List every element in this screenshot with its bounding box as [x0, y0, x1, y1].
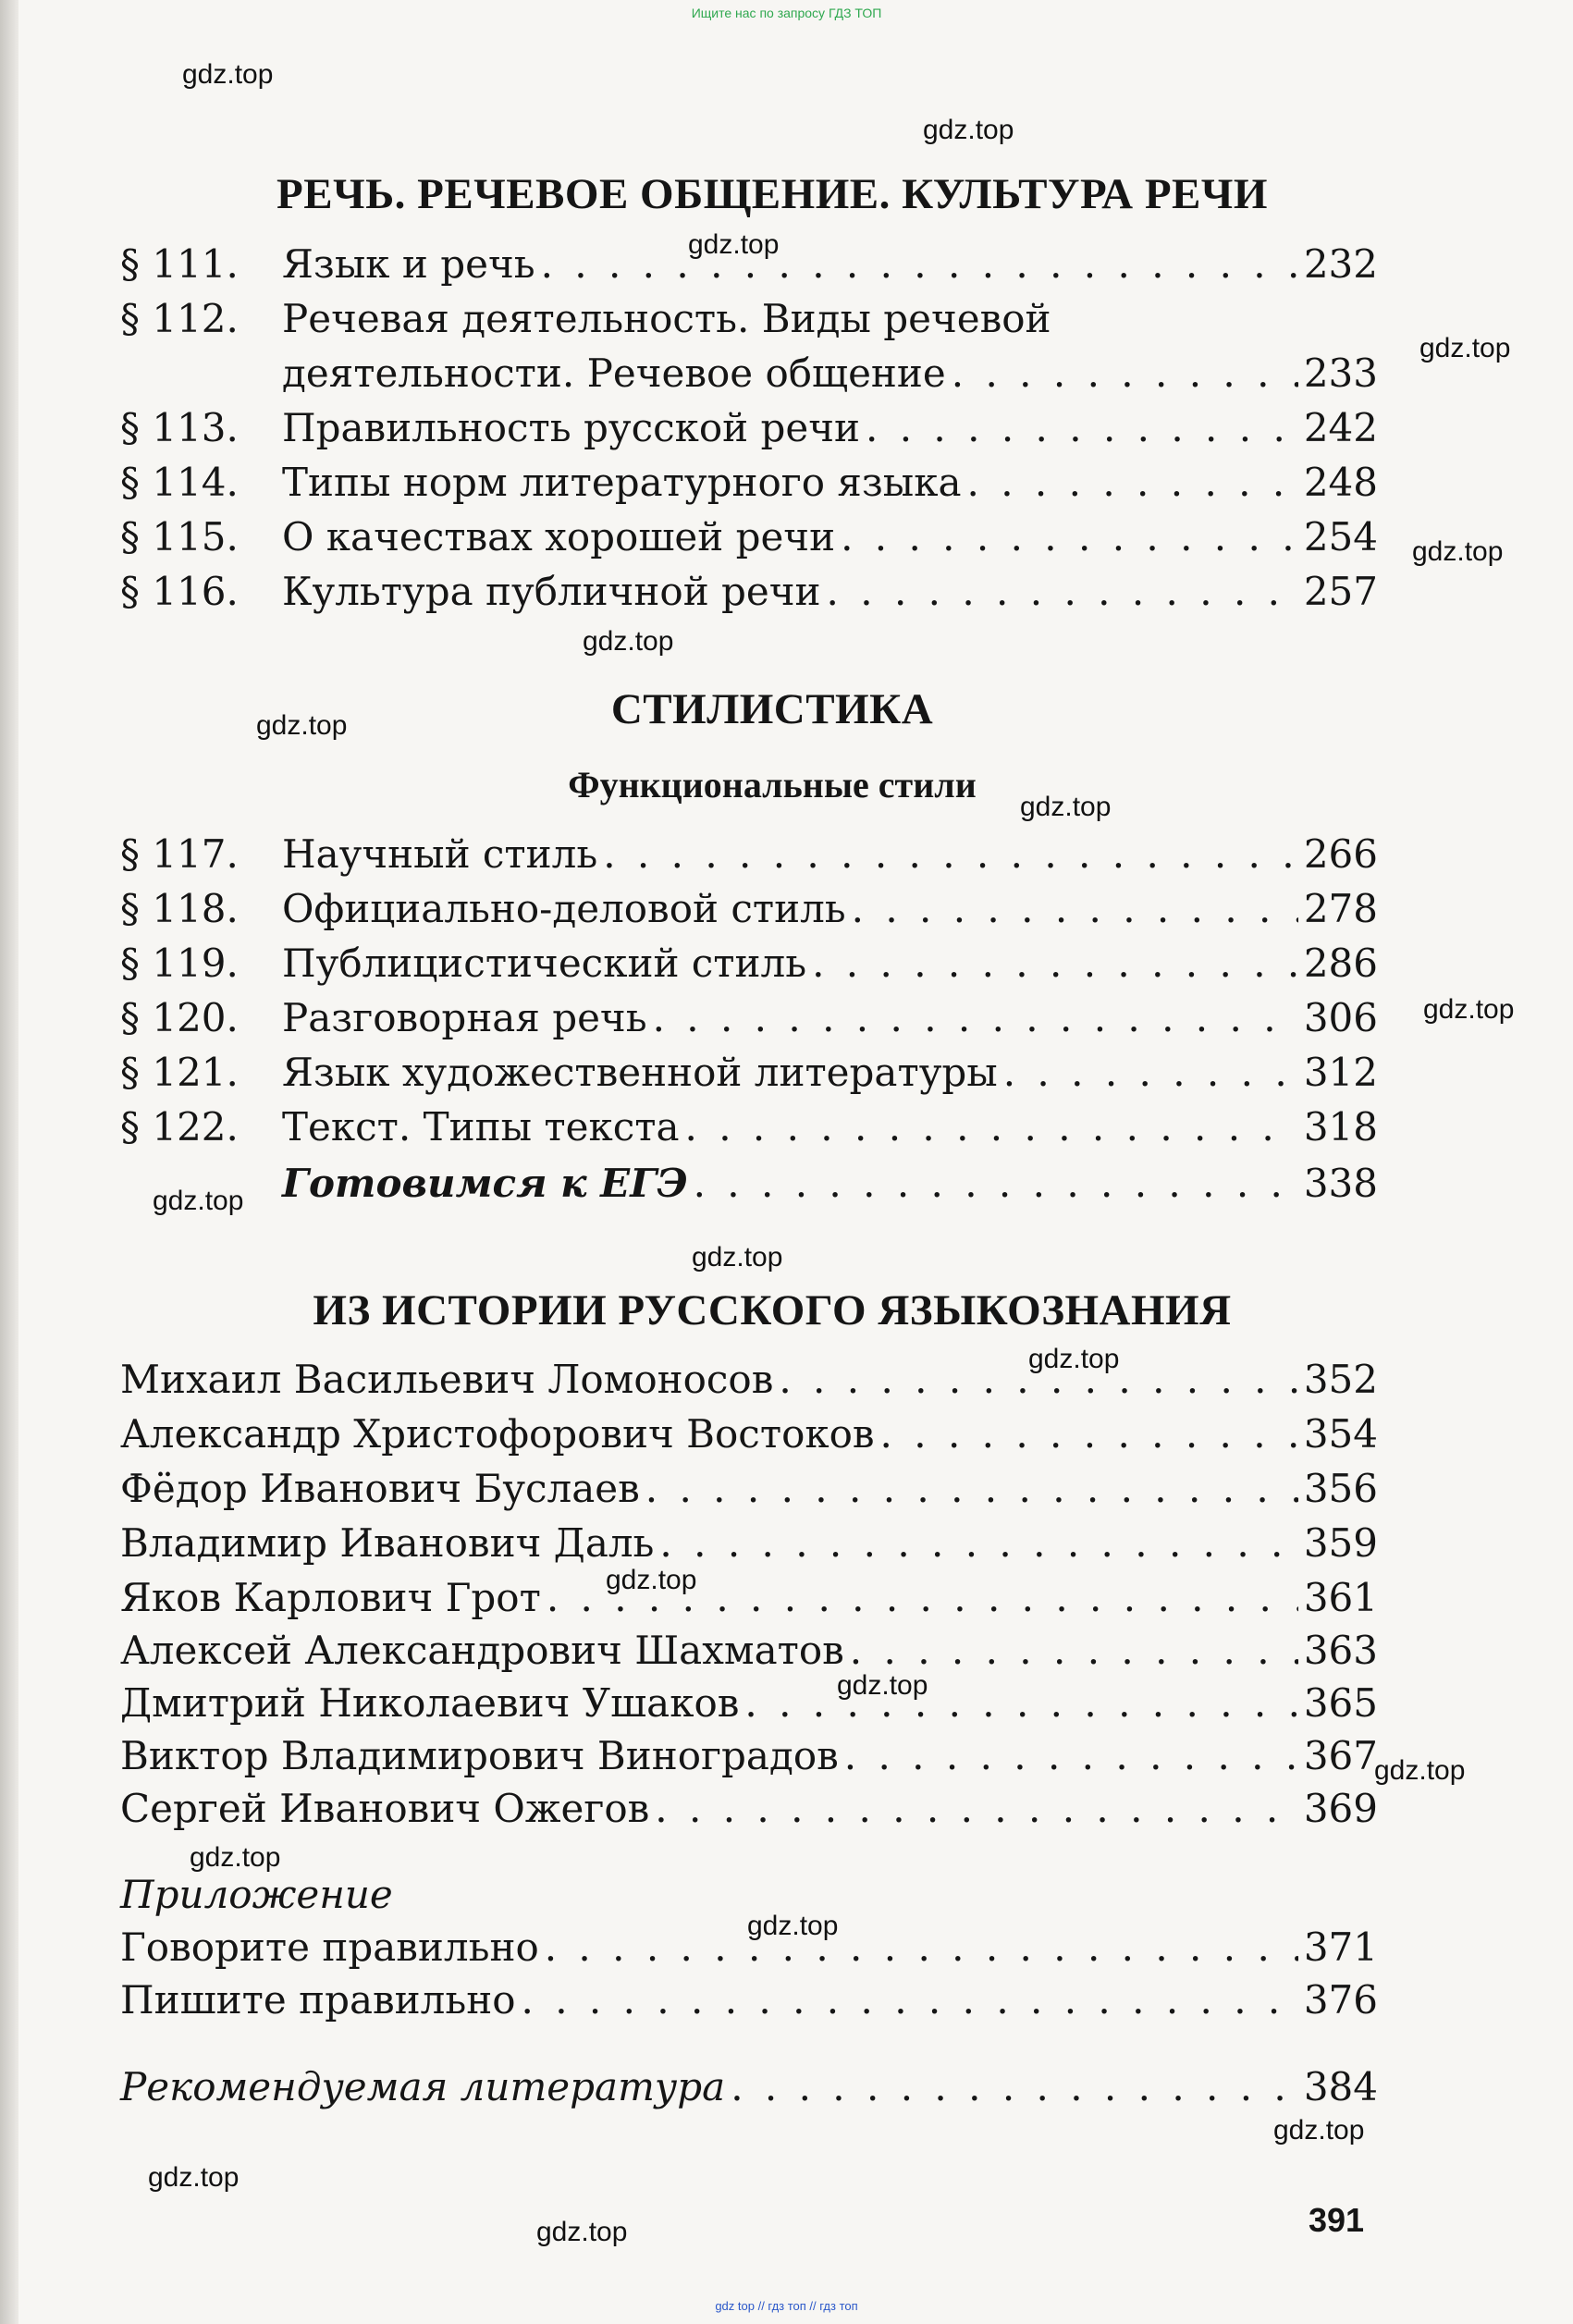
toc-title: Александр Христофорович Востоков — [120, 1411, 875, 1457]
watermark: gdz.top — [1374, 1755, 1466, 1786]
toc-title: Дмитрий Николаевич Ушаков — [120, 1680, 740, 1726]
toc-paragraph-number: § 122. — [120, 1104, 239, 1150]
toc-title: Официально-деловой стиль — [282, 886, 846, 931]
toc-title: Речевая деятельность. Виды речевой — [282, 296, 1051, 341]
toc-leader-dots — [850, 1626, 1298, 1676]
toc-row[interactable] — [120, 1409, 1378, 1459]
toc-paragraph-number: § 116. — [120, 569, 239, 614]
toc-page-number: 286 — [1303, 941, 1378, 986]
watermark: gdz.top — [692, 1242, 783, 1273]
toc-title: Владимир Иванович Даль — [120, 1520, 655, 1566]
toc-page-number: 338 — [1303, 1161, 1378, 1206]
toc-title: Язык и речь — [282, 241, 535, 287]
toc-title: Виктор Владимирович Виноградов — [120, 1733, 839, 1778]
toc-leader-dots — [653, 993, 1298, 1043]
toc-page-number: 356 — [1303, 1466, 1378, 1511]
toc-title: Текст. Типы текста — [282, 1104, 680, 1150]
toc-leader-dots — [694, 1159, 1298, 1209]
toc-row[interactable] — [120, 1731, 1378, 1781]
toc-row[interactable] — [120, 1048, 1378, 1098]
toc-title: Публицистический стиль — [282, 941, 807, 986]
toc-page-number: 242 — [1303, 405, 1378, 450]
toc-paragraph-number: § 112. — [120, 296, 239, 341]
toc-paragraph-number: § 119. — [120, 941, 239, 986]
watermark: gdz.top — [190, 1842, 281, 1873]
toc-row[interactable] — [120, 1678, 1378, 1728]
page-edge — [0, 0, 18, 2324]
toc-title-continuation: деятельности. Речевое общение — [282, 350, 946, 396]
watermark: gdz.top — [747, 1911, 839, 1941]
toc-page-number: 369 — [1303, 1786, 1378, 1831]
toc-paragraph-number: § 115. — [120, 514, 239, 559]
toc-leader-dots — [655, 1784, 1298, 1834]
toc-title: Культура публичной речи — [282, 569, 821, 614]
toc-title: Алексей Александрович Шахматов — [120, 1628, 844, 1673]
section-heading-speech: РЕЧЬ. РЕЧЕВОЕ ОБЩЕНИЕ. КУЛЬТУРА РЕЧИ — [277, 170, 1268, 218]
toc-title: Типы норм литературного языка — [282, 460, 962, 505]
toc-leader-dots — [852, 884, 1298, 934]
toc-row[interactable] — [120, 884, 1378, 934]
toc-leader-dots — [844, 1731, 1298, 1781]
toc-page-number: 371 — [1303, 1924, 1378, 1970]
toc-leader-dots — [841, 512, 1298, 562]
toc-leader-dots — [866, 403, 1298, 453]
watermark: gdz.top — [923, 115, 1014, 145]
toc-row[interactable] — [120, 939, 1378, 989]
bottom-banner: gdz top // гдз топ // гдз топ — [715, 2299, 858, 2313]
toc-row[interactable] — [120, 1573, 1378, 1623]
toc-page-number: 278 — [1303, 886, 1378, 931]
toc-page-number: 376 — [1303, 1977, 1378, 2023]
toc-leader-dots — [952, 349, 1298, 399]
toc-page-number: 365 — [1303, 1680, 1378, 1726]
toc-page-number: 363 — [1303, 1628, 1378, 1673]
watermark: gdz.top — [1273, 2115, 1365, 2146]
toc-title: Яков Карлович Грот — [120, 1575, 541, 1620]
toc-row-literature[interactable] — [120, 2062, 1378, 2112]
toc-row[interactable] — [120, 830, 1378, 879]
watermark: gdz.top — [1028, 1344, 1120, 1374]
watermark: gdz.top — [148, 2162, 240, 2193]
toc-page-number: 359 — [1303, 1520, 1378, 1566]
watermark: gdz.top — [153, 1186, 244, 1216]
toc-page-number: 254 — [1303, 514, 1378, 559]
toc-leader-dots — [659, 1519, 1297, 1568]
toc-row[interactable] — [120, 512, 1378, 562]
toc-page-number: 318 — [1303, 1104, 1378, 1150]
watermark: gdz.top — [256, 710, 348, 741]
toc-page-number: 257 — [1303, 569, 1378, 614]
toc-leader-dots — [545, 1923, 1298, 1973]
toc-row[interactable] — [120, 993, 1378, 1043]
toc-row[interactable] — [120, 294, 1378, 344]
toc-leader-dots — [967, 458, 1298, 508]
toc-title: Сергей Иванович Ожегов — [120, 1786, 650, 1831]
toc-title: Разговорная речь — [282, 995, 647, 1040]
toc-page-number: 384 — [1303, 2064, 1378, 2109]
watermark: gdz.top — [1020, 792, 1112, 822]
toc-page-number: 266 — [1303, 831, 1378, 877]
section-subheading-functional-styles: Функциональные стили — [568, 764, 977, 805]
toc-paragraph-number: § 114. — [120, 460, 239, 505]
toc-leader-dots — [744, 1678, 1297, 1728]
toc-row-continuation[interactable] — [120, 349, 1378, 399]
toc-page-number: 367 — [1303, 1733, 1378, 1778]
section-heading-stylistics: СТИЛИСТИКА — [610, 685, 934, 733]
watermark: gdz.top — [182, 59, 274, 90]
toc-leader-dots — [603, 830, 1298, 879]
toc-row[interactable] — [120, 1355, 1378, 1405]
watermark: gdz.top — [1419, 333, 1511, 363]
toc-title: Правильность русской речи — [282, 405, 861, 450]
toc-page-number: 312 — [1303, 1050, 1378, 1095]
toc-leader-dots — [522, 1975, 1298, 2025]
toc-paragraph-number: § 117. — [120, 831, 239, 877]
toc-row[interactable] — [120, 403, 1378, 453]
toc-leader-dots — [731, 2062, 1298, 2112]
toc-title: Михаил Васильевич Ломоносов — [120, 1357, 774, 1402]
toc-paragraph-number: § 111. — [120, 241, 239, 287]
toc-leader-dots — [1003, 1048, 1298, 1098]
toc-title: Готовимся к ЕГЭ — [282, 1161, 688, 1206]
toc-leader-dots — [685, 1102, 1298, 1152]
toc-row[interactable] — [120, 458, 1378, 508]
toc-leader-dots — [827, 567, 1298, 617]
toc-row-exam-prep[interactable] — [120, 1159, 1378, 1209]
toc-leader-dots — [645, 1464, 1298, 1514]
section-heading-history: ИЗ ИСТОРИИ РУССКОГО ЯЗЫКОЗНАНИЯ — [313, 1286, 1232, 1334]
toc-page-number: 352 — [1303, 1357, 1378, 1402]
watermark: gdz.top — [1412, 536, 1504, 567]
toc-page-number: 232 — [1303, 241, 1378, 287]
toc-title: Рекомендуемая литература — [120, 2064, 726, 2109]
toc-row[interactable] — [120, 1975, 1378, 2025]
toc-row[interactable] — [120, 567, 1378, 617]
toc-title: Язык художественной литературы — [282, 1050, 998, 1095]
toc-page-number: 248 — [1303, 460, 1378, 505]
watermark: gdz.top — [688, 229, 780, 260]
toc-page-number: 354 — [1303, 1411, 1378, 1457]
toc-page-number: 306 — [1303, 995, 1378, 1040]
toc-paragraph-number: § 120. — [120, 995, 239, 1040]
page-number: 391 — [1309, 2201, 1365, 2239]
toc-title: Научный стиль — [282, 831, 598, 877]
toc-row[interactable] — [120, 1464, 1378, 1514]
toc-page-number: 233 — [1303, 350, 1378, 396]
toc-paragraph-number: § 113. — [120, 405, 239, 450]
toc-row[interactable] — [120, 1519, 1378, 1568]
toc-row[interactable] — [120, 1784, 1378, 1834]
toc-title: Фёдор Иванович Буслаев — [120, 1466, 640, 1511]
appendix-label: Приложение — [120, 1872, 393, 1917]
watermark: gdz.top — [606, 1565, 697, 1595]
toc-page-number: 361 — [1303, 1575, 1378, 1620]
watermark: gdz.top — [536, 2217, 628, 2247]
watermark: gdz.top — [837, 1670, 928, 1701]
toc-title: О качествах хорошей речи — [282, 514, 836, 559]
watermark: gdz.top — [583, 626, 674, 657]
watermark: gdz.top — [1423, 994, 1515, 1025]
top-banner: Ищите нас по запросу ГДЗ ТОП — [691, 6, 882, 20]
toc-paragraph-number: § 121. — [120, 1050, 239, 1095]
toc-title: Говорите правильно — [120, 1924, 539, 1970]
toc-paragraph-number: § 118. — [120, 886, 239, 931]
toc-title: Пишите правильно — [120, 1977, 516, 2023]
toc-row[interactable] — [120, 1102, 1378, 1152]
toc-leader-dots — [541, 240, 1298, 289]
toc-row[interactable] — [120, 1626, 1378, 1676]
toc-leader-dots — [880, 1409, 1298, 1459]
toc-leader-dots — [812, 939, 1298, 989]
